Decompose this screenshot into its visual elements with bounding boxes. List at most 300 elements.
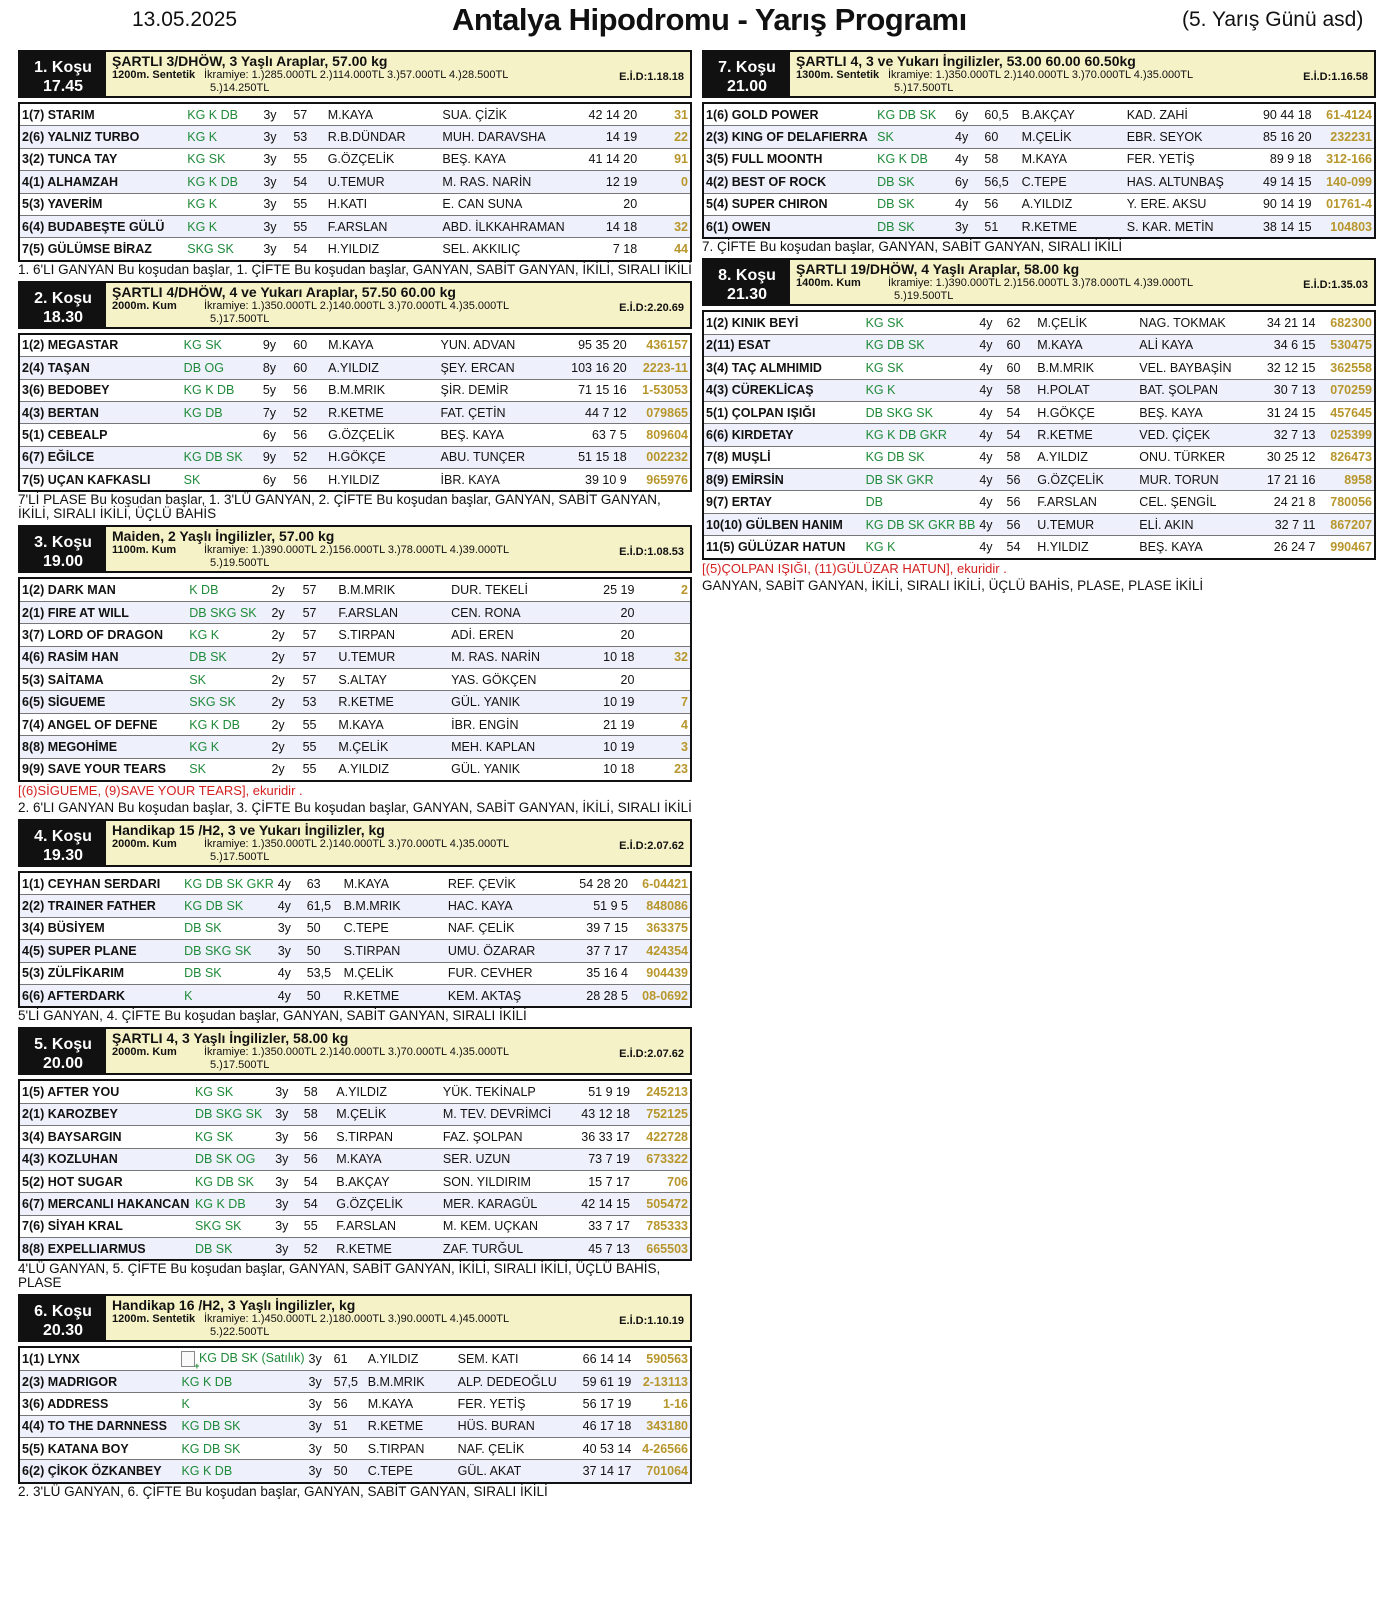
weight: 57 bbox=[301, 578, 337, 601]
stats: 40 53 14 bbox=[572, 1438, 634, 1460]
stats: 95 35 20 bbox=[559, 334, 629, 357]
table-row bbox=[703, 513, 1375, 535]
stats: 35 16 4 bbox=[564, 962, 630, 984]
equipment: K DB bbox=[187, 578, 269, 601]
stats: 30 7 13 bbox=[1254, 379, 1318, 401]
form: 505472 bbox=[632, 1193, 691, 1215]
owner: M. RAS. NARİN bbox=[440, 171, 572, 193]
weight: 56 bbox=[1005, 469, 1036, 491]
horse-age: 3y bbox=[273, 1126, 302, 1148]
horse-age: 5y bbox=[261, 379, 291, 401]
horse-age: 3y bbox=[953, 215, 982, 238]
form: 785333 bbox=[632, 1215, 691, 1237]
stats: 51 9 5 bbox=[564, 895, 630, 917]
owner: ALİ KAYA bbox=[1137, 334, 1253, 356]
race-record: E.İ.D:1.10.19 bbox=[619, 1315, 684, 1328]
bet-types-note: 5'Lİ GANYAN, 4. ÇİFTE Bu koşudan başlar, GANYAN, SABİT GANYAN, SIRALI İKİLİ bbox=[18, 1008, 527, 1024]
stats: 73 7 19 bbox=[566, 1148, 632, 1170]
race-prize: İkramiye: 1.)285.000TL 2.)114.000TL 3.)57.000TL 4.)28.500TL bbox=[204, 69, 509, 81]
race-number bbox=[704, 260, 790, 304]
race-title: ŞARTLI 3/DHÖW, 3 Yaşlı Araplar, 57.00 kg bbox=[112, 53, 388, 69]
form: 3 bbox=[636, 736, 691, 758]
weight: 53,5 bbox=[305, 962, 342, 984]
table-row bbox=[19, 148, 691, 170]
horse-age: 2y bbox=[269, 646, 300, 668]
race-info bbox=[106, 527, 690, 571]
form: 32 bbox=[636, 646, 691, 668]
weight: 56 bbox=[291, 379, 326, 401]
race-block bbox=[18, 50, 692, 277]
horse-age: 4y bbox=[977, 424, 1004, 446]
race-time: 20.30 bbox=[42, 1322, 84, 1340]
horse-name: 6(2) ÇİKOK ÖZKANBEY bbox=[19, 1460, 179, 1483]
table-row bbox=[703, 171, 1375, 193]
horse-name: 2(1) KAROZBEY bbox=[19, 1103, 193, 1125]
weight: 53 bbox=[301, 691, 337, 713]
table-row bbox=[19, 601, 691, 623]
race-record: E.İ.D:2.07.62 bbox=[619, 1048, 684, 1061]
horse-table bbox=[18, 1079, 692, 1261]
form: 362558 bbox=[1317, 357, 1375, 379]
equipment: DB OG bbox=[182, 357, 261, 379]
form: 965976 bbox=[629, 469, 691, 492]
horse-age: 4y bbox=[977, 379, 1004, 401]
table-row bbox=[19, 1370, 691, 1392]
horse-name: 6(7) EĞİLCE bbox=[19, 446, 182, 468]
table-row bbox=[19, 193, 691, 215]
form: 682300 bbox=[1317, 311, 1375, 334]
table-row bbox=[703, 148, 1375, 170]
stats: 33 7 17 bbox=[566, 1215, 632, 1237]
owner: FAZ. ŞOLPAN bbox=[441, 1126, 566, 1148]
jockey: H.POLAT bbox=[1035, 379, 1137, 401]
form: 104803 bbox=[1314, 215, 1375, 238]
race-time: 21.00 bbox=[726, 78, 768, 95]
race-info bbox=[106, 821, 690, 865]
weight: 57 bbox=[301, 646, 337, 668]
form: 079865 bbox=[629, 401, 691, 423]
table-row bbox=[703, 469, 1375, 491]
equipment: DB SK bbox=[875, 215, 953, 238]
race-distance: 1200m. Sentetik bbox=[112, 1313, 196, 1326]
jockey: G.ÖZÇELİK bbox=[326, 148, 441, 170]
right-column bbox=[702, 50, 1376, 597]
owner: MUH. DARAVSHA bbox=[440, 126, 572, 148]
stats: 34 21 14 bbox=[1254, 311, 1318, 334]
horse-name: 3(5) FULL MOONTH bbox=[703, 148, 875, 170]
horse-name: 1(7) STARIM bbox=[19, 103, 185, 126]
horse-age: 3y bbox=[276, 940, 305, 962]
horse-age: 3y bbox=[261, 171, 291, 193]
table-row bbox=[703, 379, 1375, 401]
weight: 56 bbox=[332, 1393, 366, 1415]
form: 4-26566 bbox=[633, 1438, 691, 1460]
owner: CEN. RONA bbox=[449, 601, 572, 623]
race-title: Handikap 16 /H2, 3 Yaşlı İngilizler, kg bbox=[112, 1297, 356, 1314]
jockey: M.ÇELİK bbox=[334, 1103, 441, 1125]
stats: 38 14 15 bbox=[1247, 215, 1313, 238]
horse-name: 10(10) GÜLBEN HANIM bbox=[703, 513, 864, 535]
table-row bbox=[703, 126, 1375, 148]
horse-age: 2y bbox=[269, 669, 300, 691]
owner: M. TEV. DEVRİMCİ bbox=[441, 1103, 566, 1125]
weight: 56 bbox=[1005, 491, 1036, 513]
form: 752125 bbox=[632, 1103, 691, 1125]
race-prize: İkramiye: 1.)450.000TL 2.)180.000TL 3.)90.000TL 4.)45.000TL bbox=[204, 1313, 510, 1326]
horse-name: 7(4) ANGEL OF DEFNE bbox=[19, 713, 187, 735]
equipment: KG DB bbox=[182, 401, 261, 423]
owner: FAT. ÇETİN bbox=[439, 401, 560, 423]
stats: 66 14 14 bbox=[572, 1347, 634, 1370]
horse-age: 2y bbox=[269, 758, 300, 781]
owner: REF. ÇEVİK bbox=[446, 872, 564, 895]
equipment: KG K bbox=[185, 193, 261, 215]
table-row bbox=[19, 1215, 691, 1237]
table-row bbox=[19, 669, 691, 691]
horse-age: 4y bbox=[977, 446, 1004, 468]
owner: ONU. TÜRKER bbox=[1137, 446, 1253, 468]
horse-age: 3y bbox=[261, 103, 291, 126]
table-row bbox=[19, 215, 691, 237]
horse-age: 3y bbox=[307, 1347, 332, 1370]
stats: 7 18 bbox=[572, 238, 639, 261]
horse-name: 2(6) YALNIZ TURBO bbox=[19, 126, 185, 148]
race-number bbox=[20, 821, 106, 865]
owner: ELİ. AKIN bbox=[1137, 513, 1253, 535]
horse-age: 3y bbox=[307, 1415, 332, 1437]
form bbox=[639, 193, 691, 215]
form bbox=[636, 601, 691, 623]
race-distance: 1100m. Kum bbox=[112, 544, 177, 557]
weight: 55 bbox=[301, 736, 337, 758]
race-prize-5th: 5.)19.500TL bbox=[894, 290, 954, 303]
race-details bbox=[796, 277, 1368, 290]
table-row bbox=[703, 334, 1375, 356]
race-time: 18.30 bbox=[42, 308, 84, 326]
weight: 50 bbox=[305, 984, 342, 1007]
owner: M. KEM. UÇKAN bbox=[441, 1215, 566, 1237]
table-row bbox=[19, 624, 691, 646]
stats: 14 19 bbox=[572, 126, 639, 148]
horse-name: 2(4) TAŞAN bbox=[19, 357, 182, 379]
weight: 50 bbox=[305, 940, 342, 962]
stats: 20 bbox=[572, 193, 639, 215]
equipment: SK bbox=[187, 669, 269, 691]
stats: 20 bbox=[572, 669, 636, 691]
horse-name: 2(11) ESAT bbox=[703, 334, 864, 356]
jockey: H.YILDIZ bbox=[326, 469, 438, 492]
horse-name: 4(3) BERTAN bbox=[19, 401, 182, 423]
form: 002232 bbox=[629, 446, 691, 468]
jockey: S.TIRPAN bbox=[336, 624, 449, 646]
stats: 10 18 bbox=[572, 646, 636, 668]
race-block bbox=[18, 819, 692, 1023]
jockey: C.TEPE bbox=[1020, 171, 1125, 193]
horse-name: 8(8) MEGOHİME bbox=[19, 736, 187, 758]
equipment: DB SK bbox=[875, 193, 953, 215]
horse-name: 5(2) HOT SUGAR bbox=[19, 1170, 193, 1192]
table-row bbox=[19, 1193, 691, 1215]
table-row bbox=[19, 1438, 691, 1460]
jockey: M.KAYA bbox=[334, 1148, 441, 1170]
weight: 62 bbox=[1005, 311, 1036, 334]
form: 2-13113 bbox=[633, 1370, 691, 1392]
equipment: SKG SK bbox=[193, 1215, 273, 1237]
race-prize-5th: 5.)19.500TL bbox=[210, 557, 270, 570]
horse-age: 4y bbox=[276, 872, 305, 895]
equipment: KG K DB bbox=[193, 1193, 273, 1215]
race-record: E.İ.D:2.20.69 bbox=[619, 301, 684, 314]
jockey: M.ÇELİK bbox=[1020, 126, 1125, 148]
weight: 57 bbox=[291, 103, 325, 126]
race-distance: 1300m. Sentetik bbox=[796, 69, 880, 81]
owner: SEM. KATI bbox=[456, 1347, 572, 1370]
race-number bbox=[704, 52, 790, 96]
equipment: KG K bbox=[185, 215, 261, 237]
weight: 52 bbox=[291, 401, 326, 423]
jockey: M.ÇELİK bbox=[1035, 311, 1137, 334]
table-row bbox=[19, 446, 691, 468]
table-row bbox=[19, 1170, 691, 1192]
horse-age: 3y bbox=[307, 1438, 332, 1460]
stats: 90 44 18 bbox=[1247, 103, 1313, 126]
equipment: KG SK bbox=[182, 334, 261, 357]
weight: 54 bbox=[291, 171, 325, 193]
horse-name: 2(2) TRAINER FATHER bbox=[19, 895, 182, 917]
table-row bbox=[19, 1347, 691, 1370]
jockey: R.KETME bbox=[326, 401, 438, 423]
weight: 61 bbox=[332, 1347, 366, 1370]
owner: HÜS. BURAN bbox=[456, 1415, 572, 1437]
table-row bbox=[19, 1393, 691, 1415]
horse-name: 1(5) AFTER YOU bbox=[19, 1080, 193, 1103]
horse-age: 7y bbox=[261, 401, 291, 423]
form: 826473 bbox=[1317, 446, 1375, 468]
stats: 10 19 bbox=[572, 736, 636, 758]
horse-age: 6y bbox=[261, 424, 291, 446]
table-row bbox=[19, 1460, 691, 1483]
jockey: A.YILDIZ bbox=[336, 758, 449, 781]
jockey: B.AKÇAY bbox=[1020, 103, 1125, 126]
form: 343180 bbox=[633, 1415, 691, 1437]
form bbox=[636, 669, 691, 691]
weight: 60 bbox=[1005, 357, 1036, 379]
horse-age: 3y bbox=[273, 1193, 302, 1215]
form: 7 bbox=[636, 691, 691, 713]
owner: HAC. KAYA bbox=[446, 895, 564, 917]
bet-types-note: GANYAN, SABİT GANYAN, İKİLİ, SIRALI İKİLİ, ÜÇLÜ BAHİS, PLASE, PLASE İKİLİ bbox=[702, 577, 1204, 593]
race-distance: 2000m. Kum bbox=[112, 837, 177, 850]
stats: 56 17 19 bbox=[572, 1393, 634, 1415]
race-details bbox=[112, 838, 684, 851]
horse-table bbox=[18, 333, 692, 493]
horse-age: 3y bbox=[261, 126, 291, 148]
table-row bbox=[19, 379, 691, 401]
form: 436157 bbox=[629, 334, 691, 357]
ekuri-note: [(5)ÇOLPAN IŞIĞI, (11)GÜLÜZAR HATUN], ekuridir . bbox=[702, 560, 1007, 576]
race-title: ŞARTLI 4, 3 ve Yukarı İngilizler, 53.00 60.00 60.50kg bbox=[796, 53, 1136, 69]
owner: DUR. TEKELİ bbox=[449, 578, 572, 601]
race-number-label: 1. Koşu bbox=[34, 59, 92, 76]
bet-types-note: 2. 3'LÜ GANYAN, 6. ÇİFTE Bu koşudan başlar, GANYAN, SABİT GANYAN, SIRALI İKİLİ bbox=[18, 1483, 548, 1499]
weight: 56 bbox=[1005, 513, 1036, 535]
horse-age: 6y bbox=[261, 469, 291, 492]
stats: 25 19 bbox=[572, 578, 636, 601]
horse-age: 4y bbox=[977, 357, 1004, 379]
horse-table bbox=[18, 577, 692, 782]
jockey: B.AKÇAY bbox=[334, 1170, 441, 1192]
bet-types-note: 2. 6'LI GANYAN Bu koşudan başlar, 3. ÇİFTE Bu koşudan başlar, GANYAN, SABİT GANYAN, İKİLİ, SIRALI İKİLİ bbox=[18, 799, 692, 815]
jockey: M.KAYA bbox=[342, 872, 446, 895]
weight: 50 bbox=[332, 1460, 366, 1483]
race-details bbox=[112, 1046, 684, 1059]
jockey: H.YILDIZ bbox=[1035, 536, 1137, 559]
horse-name: 6(7) MERCANLI HAKANCAN bbox=[19, 1193, 193, 1215]
owner: ŞİR. DEMİR bbox=[439, 379, 560, 401]
equipment: KG K DB bbox=[185, 103, 261, 126]
race-info bbox=[106, 1296, 690, 1340]
form: 457645 bbox=[1317, 401, 1375, 423]
horse-name: 1(2) DARK MAN bbox=[19, 578, 187, 601]
form: 2 bbox=[636, 578, 691, 601]
horse-table bbox=[702, 310, 1376, 559]
stats: 10 18 bbox=[572, 758, 636, 781]
owner: BEŞ. KAYA bbox=[1137, 536, 1253, 559]
horse-age: 3y bbox=[273, 1215, 302, 1237]
weight: 57 bbox=[301, 601, 337, 623]
equipment: KG DB SK bbox=[875, 103, 953, 126]
race-details bbox=[112, 69, 684, 82]
race-prize-5th: 5.)17.500TL bbox=[210, 312, 270, 325]
equipment: KG SK bbox=[193, 1126, 273, 1148]
stats: 34 6 15 bbox=[1254, 334, 1318, 356]
stats: 31 24 15 bbox=[1254, 401, 1318, 423]
horse-name: 3(4) TAÇ ALMHIMID bbox=[703, 357, 864, 379]
table-row bbox=[703, 424, 1375, 446]
owner: Y. ERE. AKSU bbox=[1125, 193, 1247, 215]
owner: BEŞ. KAYA bbox=[1137, 401, 1253, 423]
jockey: S.TIRPAN bbox=[342, 940, 446, 962]
equipment: KG DB SK bbox=[182, 895, 276, 917]
jockey: R.KETME bbox=[1020, 215, 1125, 238]
table-row bbox=[19, 895, 691, 917]
race-info bbox=[790, 260, 1374, 304]
equipment: KG K DB bbox=[185, 171, 261, 193]
stats: 20 bbox=[572, 601, 636, 623]
table-row bbox=[703, 446, 1375, 468]
race-number-label: 2. Koşu bbox=[34, 289, 92, 307]
form: 701064 bbox=[633, 1460, 691, 1483]
horse-name: 6(5) SİGUEME bbox=[19, 691, 187, 713]
weight: 50 bbox=[332, 1438, 366, 1460]
equipment: SKG SK bbox=[187, 691, 269, 713]
jockey: B.M.MRIK bbox=[336, 578, 449, 601]
weight: 58 bbox=[982, 148, 1019, 170]
equipment: KG DB SK GKR BB bbox=[864, 513, 978, 535]
jockey: U.TEMUR bbox=[336, 646, 449, 668]
equipment-text: KG DB SK (Satılık) bbox=[198, 1351, 305, 1366]
horse-age: 2y bbox=[269, 578, 300, 601]
stats: 28 28 5 bbox=[564, 984, 630, 1007]
jockey: F.ARSLAN bbox=[326, 215, 441, 237]
left-column bbox=[18, 50, 692, 1503]
owner: MUR. TORUN bbox=[1137, 469, 1253, 491]
race-prize: İkramiye: 1.)350.000TL 2.)140.000TL 3.)70.000TL 4.)35.000TL bbox=[888, 69, 1194, 81]
horse-age: 3y bbox=[273, 1148, 302, 1170]
table-row bbox=[703, 215, 1375, 238]
table-row bbox=[19, 424, 691, 446]
equipment: KG DB SK bbox=[182, 446, 261, 468]
horse-age: 2y bbox=[269, 736, 300, 758]
stats: 103 16 20 bbox=[559, 357, 629, 379]
equipment: KG K DB GKR bbox=[864, 424, 978, 446]
form: 1-16 bbox=[633, 1393, 691, 1415]
horse-name: 3(6) ADDRESS bbox=[19, 1393, 179, 1415]
form: 32 bbox=[639, 215, 691, 237]
jockey: M.KAYA bbox=[1020, 148, 1125, 170]
race-title: Handikap 15 /H2, 3 ve Yukarı İngilizler, kg bbox=[112, 821, 385, 838]
jockey: A.YILDIZ bbox=[334, 1080, 441, 1103]
equipment: DB SK OG bbox=[193, 1148, 273, 1170]
stats: 26 24 7 bbox=[1254, 536, 1318, 559]
horse-name: 5(4) SUPER CHIRON bbox=[703, 193, 875, 215]
horse-name: 4(6) RASİM HAN bbox=[19, 646, 187, 668]
race-block bbox=[18, 1027, 692, 1290]
table-row bbox=[19, 1238, 691, 1261]
stats: 42 14 20 bbox=[572, 103, 639, 126]
race-title: Maiden, 2 Yaşlı İngilizler, 57.00 kg bbox=[112, 528, 335, 545]
owner: UMU. ÖZARAR bbox=[446, 940, 564, 962]
form: 245213 bbox=[632, 1080, 691, 1103]
equipment: KG K bbox=[187, 736, 269, 758]
weight: 56 bbox=[291, 469, 326, 492]
horse-age: 4y bbox=[977, 334, 1004, 356]
horse-age: 4y bbox=[953, 126, 982, 148]
race-header bbox=[18, 1294, 692, 1342]
stats: 36 33 17 bbox=[566, 1126, 632, 1148]
equipment: KG DB SK bbox=[864, 334, 978, 356]
race-prize: İkramiye: 1.)350.000TL 2.)140.000TL 3.)70.000TL 4.)35.000TL bbox=[204, 837, 510, 850]
race-time: 17.45 bbox=[42, 78, 84, 95]
weight: 60 bbox=[1005, 334, 1036, 356]
horse-name: 4(2) BEST OF ROCK bbox=[703, 171, 875, 193]
race-number bbox=[20, 52, 106, 96]
horse-name: 9(9) SAVE YOUR TEARS bbox=[19, 758, 187, 781]
owner: SER. UZUN bbox=[441, 1148, 566, 1170]
horse-name: 7(6) SİYAH KRAL bbox=[19, 1215, 193, 1237]
race-block bbox=[702, 258, 1376, 592]
program-date: 13.05.2025 bbox=[132, 8, 238, 31]
weight: 54 bbox=[1005, 401, 1036, 423]
stats: 21 19 bbox=[572, 713, 636, 735]
owner: GÜL. YANIK bbox=[449, 691, 572, 713]
equipment: DB SK bbox=[875, 171, 953, 193]
table-row bbox=[19, 1415, 691, 1437]
race-info bbox=[106, 283, 690, 327]
equipment: KG DB SK bbox=[864, 446, 978, 468]
jockey: R.KETME bbox=[336, 691, 449, 713]
jockey: B.M.MRIK bbox=[326, 379, 438, 401]
race-header bbox=[18, 281, 692, 329]
race-details bbox=[112, 1313, 684, 1326]
table-row bbox=[19, 171, 691, 193]
owner: HAS. ALTUNBAŞ bbox=[1125, 171, 1247, 193]
stats: 41 14 20 bbox=[572, 148, 639, 170]
jockey: U.TEMUR bbox=[1035, 513, 1137, 535]
jockey: B.M.MRIK bbox=[366, 1370, 456, 1392]
horse-name: 5(3) ZÜLFİKARIM bbox=[19, 962, 182, 984]
race-prize: İkramiye: 1.)390.000TL 2.)156.000TL 3.)78.000TL 4.)39.000TL bbox=[888, 277, 1194, 290]
